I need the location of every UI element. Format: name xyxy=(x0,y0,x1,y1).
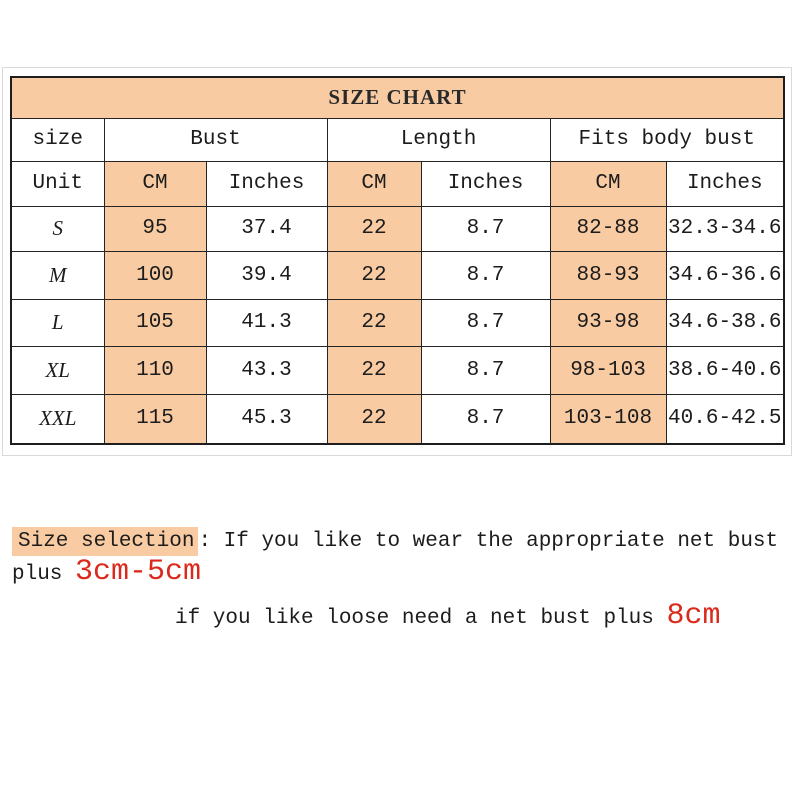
bust-inches-cell: 45.3 xyxy=(206,394,327,444)
fits-cm-cell: 82-88 xyxy=(550,206,666,251)
bust-cm-cell: 95 xyxy=(104,206,206,251)
fits-cm-cell: 88-93 xyxy=(550,251,666,299)
length-cm-cell: 22 xyxy=(327,394,421,444)
column-group-header-row xyxy=(11,118,784,161)
fits-inches-cell: 34.6-36.6 xyxy=(666,251,784,299)
note-label-highlight: Size selection xyxy=(12,527,198,556)
length-group-header: Length xyxy=(327,118,550,161)
length-cm-unit: CM xyxy=(327,161,421,206)
table-row xyxy=(11,206,784,251)
table-row xyxy=(11,299,784,346)
length-inches-cell: 8.7 xyxy=(421,394,550,444)
fits-body-bust-group-header: Fits body bust xyxy=(550,118,784,161)
size-selection-note xyxy=(12,527,792,634)
note-line1-emphasis: 3cm-5cm xyxy=(75,555,202,589)
fits-cm-unit: CM xyxy=(550,161,666,206)
bust-inches-cell: 43.3 xyxy=(206,346,327,394)
bust-group-header: Bust xyxy=(104,118,327,161)
note-line-1 xyxy=(12,527,792,590)
size-chart-table xyxy=(10,76,785,445)
bust-inches-cell: 39.4 xyxy=(206,251,327,299)
note-line-2 xyxy=(12,601,792,634)
size-column-header: size xyxy=(11,118,104,161)
length-cm-cell: 22 xyxy=(327,346,421,394)
table-row xyxy=(11,251,784,299)
bust-inches-unit: Inches xyxy=(206,161,327,206)
note-line2-text: if you like loose need a net bust plus xyxy=(175,607,667,630)
unit-label: Unit xyxy=(11,161,104,206)
size-cell: L xyxy=(11,299,104,346)
length-inches-unit: Inches xyxy=(421,161,550,206)
table-row xyxy=(11,394,784,444)
note-line1-text: If you like to wear the appropriate net bust plus xyxy=(12,530,779,586)
length-cm-cell: 22 xyxy=(327,251,421,299)
fits-inches-cell: 32.3-34.6 xyxy=(666,206,784,251)
bust-cm-unit: CM xyxy=(104,161,206,206)
fits-cm-cell: 98-103 xyxy=(550,346,666,394)
fits-inches-cell: 34.6-38.6 xyxy=(666,299,784,346)
fits-inches-cell: 38.6-40.6 xyxy=(666,346,784,394)
length-cm-cell: 22 xyxy=(327,206,421,251)
fits-inches-unit: Inches xyxy=(666,161,784,206)
bust-inches-cell: 41.3 xyxy=(206,299,327,346)
bust-cm-cell: 100 xyxy=(104,251,206,299)
bust-cm-cell: 105 xyxy=(104,299,206,346)
fits-cm-cell: 93-98 xyxy=(550,299,666,346)
length-inches-cell: 8.7 xyxy=(421,346,550,394)
fits-inches-cell: 40.6-42.5 xyxy=(666,394,784,444)
size-cell: XXL xyxy=(11,394,104,444)
bust-cm-cell: 115 xyxy=(104,394,206,444)
note-colon: : xyxy=(198,530,212,553)
fits-cm-cell: 103-108 xyxy=(550,394,666,444)
size-cell: XL xyxy=(11,346,104,394)
length-inches-cell: 8.7 xyxy=(421,251,550,299)
unit-header-row xyxy=(11,161,784,206)
length-cm-cell: 22 xyxy=(327,299,421,346)
length-inches-cell: 8.7 xyxy=(421,299,550,346)
length-inches-cell: 8.7 xyxy=(421,206,550,251)
bust-inches-cell: 37.4 xyxy=(206,206,327,251)
note-line2-emphasis: 8cm xyxy=(666,599,721,633)
page-title: SIZE CHART xyxy=(11,77,784,118)
table-row xyxy=(11,346,784,394)
size-cell: M xyxy=(11,251,104,299)
size-cell: S xyxy=(11,206,104,251)
bust-cm-cell: 110 xyxy=(104,346,206,394)
